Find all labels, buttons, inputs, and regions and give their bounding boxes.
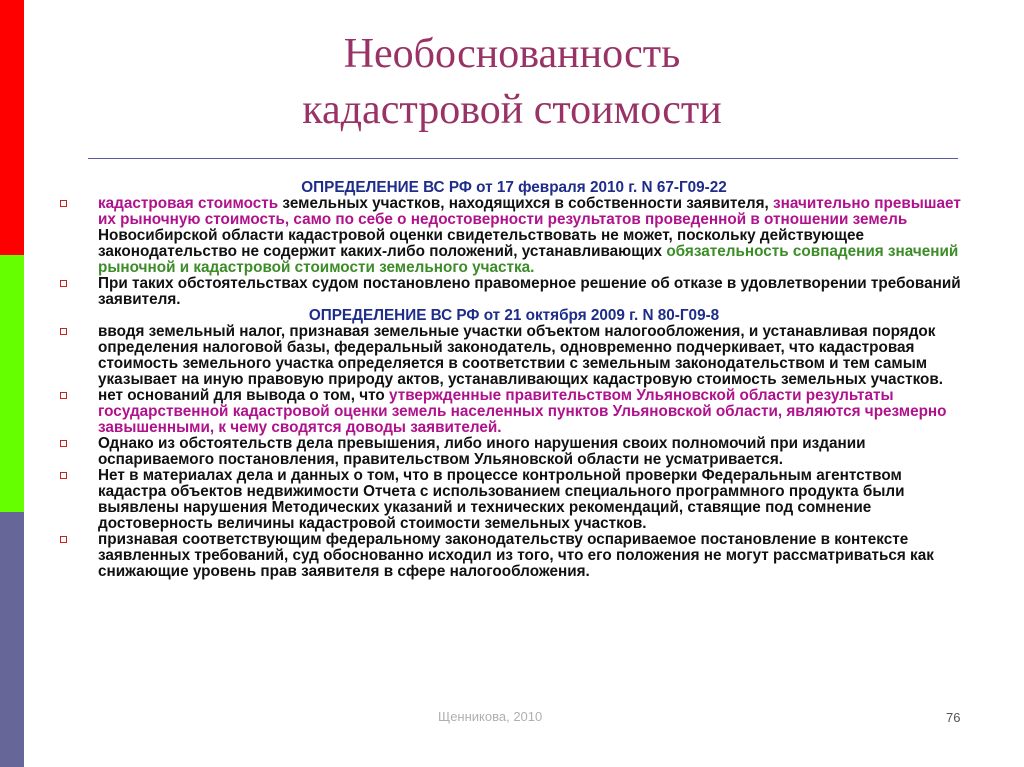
item5-text: Однако из обстоятельств дела превышения, либо иного нарушения своих полномочий при издании оспариваемого постановления, правительством Ульяновской области не усматривается. bbox=[98, 435, 866, 468]
square-bullet-icon bbox=[60, 392, 67, 399]
item4-highlight: утвержденные правительством Ульяновской области результаты государственной кадастровой оценки земель населенных пунктов Ульяновской области, являются чрезмерно завышенными, к чему сводятся доводы заявителей. bbox=[98, 387, 947, 436]
title-line-2: кадастровой стоимости bbox=[302, 87, 722, 133]
side-color-bar bbox=[0, 0, 24, 767]
bullet-item-2 bbox=[58, 276, 970, 308]
bullet-item-7 bbox=[58, 532, 970, 580]
page-number: 76 bbox=[946, 710, 961, 725]
ruling-heading-1: ОПРЕДЕЛЕНИЕ ВС РФ от 17 февраля 2010 г. N 67-Г09-22 bbox=[301, 179, 727, 196]
item1-highlight-green: обязательность совпадения значений рыночной и кадастровой стоимости земельного участка. bbox=[98, 243, 959, 276]
square-bullet-icon bbox=[60, 536, 67, 543]
item3-text: вводя земельный налог, признавая земельные участки объектом налогообложения, и устанавливая порядок определения налоговой базы, федеральный законодатель, одновременно подчеркивает, что кадастровая стоимость земельного участка определяется в соответствии с земельным законодательством и тем самым указывает на иную правовую природу актов, устанавливающих кадастровую стоимость земельных участков. bbox=[98, 323, 944, 388]
item1-text-b: Новосибирской области кадастровой оценки свидетельствовать не может, поскольку действующее законодательство не содержит каких-либо положений, устанавливающих bbox=[98, 227, 865, 260]
side-bar-blue bbox=[0, 512, 24, 767]
item4-text: нет оснований для вывода о том, что bbox=[98, 387, 390, 404]
item2-text: При таких обстоятельствах судом постановлено правомерное решение об отказе в удовлетворении требований заявителя. bbox=[98, 275, 961, 308]
square-bullet-icon bbox=[60, 440, 67, 447]
side-bar-red bbox=[0, 0, 24, 255]
item1-term: кадастровая стоимость bbox=[98, 195, 279, 212]
item7-text: признавая соответствующим федеральному законодательству оспариваемое постановление в контексте заявленных требований, суд обоснованно исходил из того, что его положения не могут рассматриваться как снижающие уровень прав заявителя в сфере налогообложения. bbox=[98, 531, 934, 580]
square-bullet-icon bbox=[60, 280, 67, 287]
ruling-heading-2: ОПРЕДЕЛЕНИЕ ВС РФ от 21 октября 2009 г. N 80-Г09-8 bbox=[308, 307, 720, 324]
square-bullet-icon bbox=[60, 472, 67, 479]
item1-highlight: значительно превышает их рыночную стоимость, само по себе о недостоверности результатов проведенной в отношении земель bbox=[98, 195, 961, 228]
title-divider bbox=[88, 158, 958, 159]
bullet-item-1 bbox=[58, 196, 970, 276]
side-bar-green bbox=[0, 255, 24, 512]
slide-body bbox=[58, 180, 970, 580]
square-bullet-icon bbox=[60, 200, 67, 207]
item1-text-a: земельных участков, находящихся в собственности заявителя, bbox=[278, 195, 774, 212]
square-bullet-icon bbox=[60, 328, 67, 335]
title-line-1: Необоснованность bbox=[343, 31, 681, 77]
bullet-item-6 bbox=[58, 468, 970, 532]
bullet-item-5 bbox=[58, 436, 970, 468]
bullet-item-3 bbox=[58, 324, 970, 388]
footer-author: Щенникова, 2010 bbox=[438, 709, 543, 724]
item6-text: Нет в материалах дела и данных о том, что в процессе контрольной проверки Федеральным агентством кадастра объектов недвижимости Отчета с использованием специального программного продукта были выявлены нарушения Методических указаний и технических рекомендаций, ставящие под сомнение достоверность величины кадастровой стоимости земельных участков. bbox=[98, 467, 905, 532]
bullet-item-4 bbox=[58, 388, 970, 436]
slide-title bbox=[60, 26, 964, 138]
